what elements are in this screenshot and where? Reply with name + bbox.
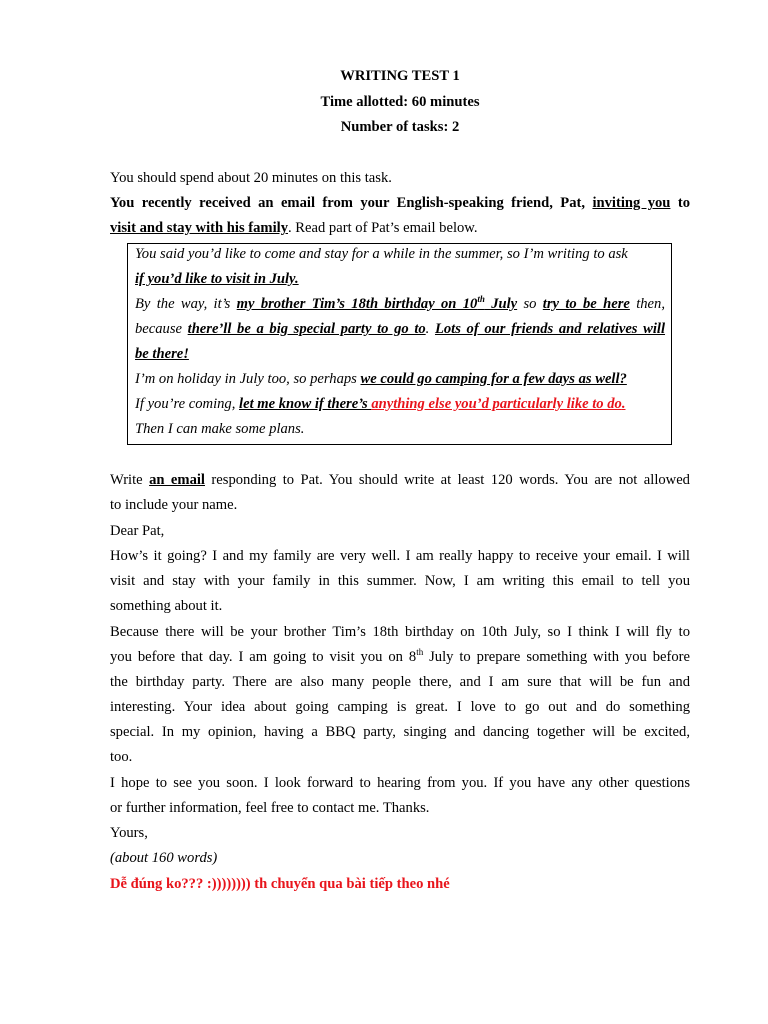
email-line-6 — [135, 371, 627, 388]
answer-word-count: (about 160 words) — [110, 850, 218, 866]
instruction-spend-time: You should spend about 20 minutes on this task. — [110, 170, 392, 186]
email-highlight-period: . — [621, 396, 626, 412]
answer-p2-line-3: the birthday party. There are also many people there, and I am sure that will be fun and — [110, 674, 690, 690]
email-highlight-party: there’ll be a big special party to go to — [187, 321, 426, 337]
task-an-email: an email — [149, 472, 205, 488]
email-line-3 — [135, 296, 665, 313]
email-birthday-text: my brother Tim’s 18th birthday on 10 — [236, 296, 478, 312]
instruction-prompt-line-2 — [110, 220, 478, 237]
email-birthday-july: July — [484, 296, 518, 312]
time-allotted: Time allotted: 60 minutes — [320, 94, 480, 110]
answer-visit-on: you before that day. I am going to visit you on 8 — [110, 649, 417, 665]
prompt-read-part: . Read part of Pat’s email below. — [288, 220, 478, 236]
answer-p1-line-2: visit and stay with your family in this summer. Now, I am writing this email to tell you — [110, 573, 690, 589]
instruction-prompt-line-1 — [110, 195, 690, 212]
email-line-4 — [135, 321, 665, 338]
email-highlight-try-here: try to be here — [542, 296, 630, 312]
email-line-5 — [135, 346, 189, 363]
answer-p1-line-3: something about it. — [110, 598, 223, 614]
email-highlight-anything-else: anything else you’d particularly like to do — [371, 396, 622, 412]
prompt-to: to — [670, 195, 691, 211]
email-line-7 — [135, 396, 626, 413]
email-highlight-be-there: be there! — [135, 346, 189, 362]
task-line-2: to include your name. — [110, 497, 238, 513]
task-requirements: responding to Pat. You should write at least 120 words. You are not allowed — [204, 472, 690, 488]
email-highlight-friends: Lots of our friends and relatives will — [434, 321, 666, 337]
test-title: WRITING TEST 1 — [340, 68, 460, 84]
answer-greeting: Dear Pat, — [110, 523, 165, 539]
email-if-coming: If you’re coming, — [135, 396, 240, 412]
prompt-underline-inviting: inviting you — [592, 195, 671, 211]
answer-p2-line-5: special. In my opinion, having a BBQ party, singing and dancing together will be excited, — [110, 724, 690, 740]
email-holiday: I’m on holiday in July too, so perhaps — [135, 371, 361, 387]
email-highlight-let-me-know: let me know if there’s — [239, 396, 372, 412]
prompt-text: You recently received an email from your English-speaking friend, Pat, — [110, 195, 593, 211]
answer-p2-line-6: too. — [110, 749, 133, 765]
email-highlight-birthday — [237, 296, 517, 312]
red-note: Dễ đúng ko??? :)))))))) th chuyển qua bài tiếp theo nhé — [110, 876, 450, 892]
email-by-the-way: By the way, it’s — [135, 296, 237, 312]
email-because: because — [135, 321, 188, 337]
email-so: so — [517, 296, 543, 312]
email-birthday-sup: th — [477, 294, 485, 304]
answer-p2-line-4: interesting. Your idea about going camping is great. I love to go out and do something — [110, 699, 690, 715]
answer-p3-line-2: or further information, feel free to contact me. Thanks. — [110, 800, 430, 816]
email-then: then, — [629, 296, 665, 312]
task-write: Write — [110, 472, 150, 488]
email-line-8: Then I can make some plans. — [135, 421, 305, 437]
answer-date-sup: th — [416, 647, 424, 657]
number-of-tasks: Number of tasks: 2 — [340, 119, 460, 135]
answer-p2-line-1: Because there will be your brother Tim’s 18th birthday on 10th July, so I think I will fly to — [110, 624, 690, 640]
answer-p2-line-2 — [110, 649, 690, 666]
answer-p3-line-1: I hope to see you soon. I look forward to hearing from you. If you have any other questions — [110, 775, 690, 791]
task-line-1 — [110, 472, 690, 489]
answer-july-prepare: July to prepare something with you before — [423, 649, 691, 665]
email-line-2 — [135, 271, 299, 288]
answer-closing: Yours, — [110, 825, 148, 841]
email-highlight-visit-july: if you’d like to visit in July. — [135, 271, 299, 287]
email-line-1: You said you’d like to come and stay for a while in the summer, so I’m writing to ask — [135, 246, 628, 262]
pat-email-box — [127, 243, 672, 445]
answer-p1-line-1: How’s it going? I and my family are very well. I am really happy to receive your email. I will — [110, 548, 690, 564]
prompt-underline-visit: visit and stay with his family — [110, 220, 288, 236]
email-highlight-camping: we could go camping for a few days as well? — [360, 371, 627, 387]
email-period: . — [425, 321, 435, 337]
